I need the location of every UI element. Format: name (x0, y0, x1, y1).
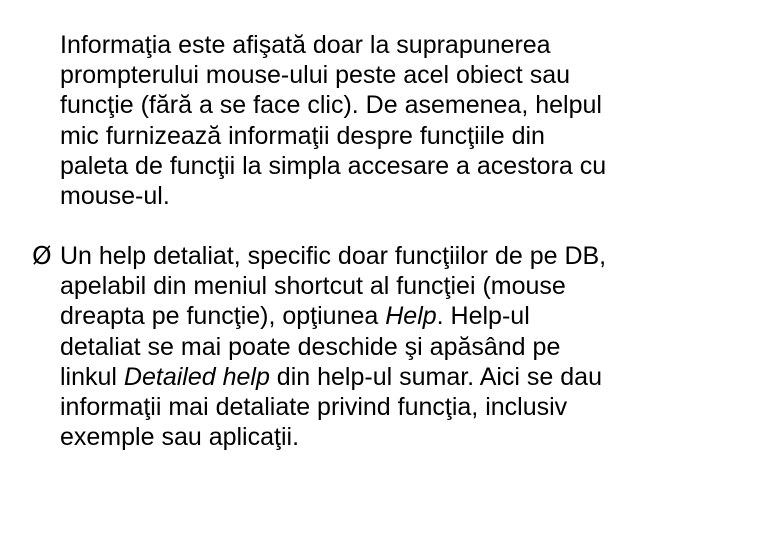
text-line (60, 362, 770, 392)
text-line: Un help detaliat, specific doar funcţiilor de pe DB, (60, 242, 607, 270)
text-line: informaţii mai detaliate privind funcţia, inclusiv (60, 393, 568, 422)
paragraph-detailed-help (60, 241, 770, 452)
italic-help-term: Help (385, 302, 437, 331)
text-segment: din help-ul sumar. Aici se dau (269, 362, 602, 391)
paragraph-tooltip-help (60, 30, 770, 211)
text-segment: linkul (60, 362, 124, 391)
text-line: exemple sau aplicaţii. (60, 423, 300, 452)
text-line: mic furnizează informaţii despre funcţiile din (60, 121, 545, 150)
text-segment: dreapta pe funcţie), opţiunea (60, 302, 386, 331)
arrow-bullet-icon: Ø (32, 241, 52, 270)
text-segment: . Help-ul (436, 302, 530, 331)
italic-detailed-help-term: Detailed help (123, 362, 270, 391)
text-line: funcţie (fără a se face clic). De asemenea, helpul (60, 91, 602, 120)
text-line: mouse-ul. (60, 182, 170, 211)
text-line: paleta de funcţii la simpla accesare a acestora cu (60, 151, 607, 180)
text-line: apelabil din meniul shortcut al funcţiei (mouse (60, 272, 566, 301)
text-line: detaliat se mai poate deschide şi apăsând pe (60, 332, 561, 361)
text-line: Informaţia este afişată doar la suprapunerea (60, 31, 551, 59)
text-line: prompterului mouse-ului peste acel obiect sau (60, 61, 570, 90)
text-line (60, 301, 770, 331)
